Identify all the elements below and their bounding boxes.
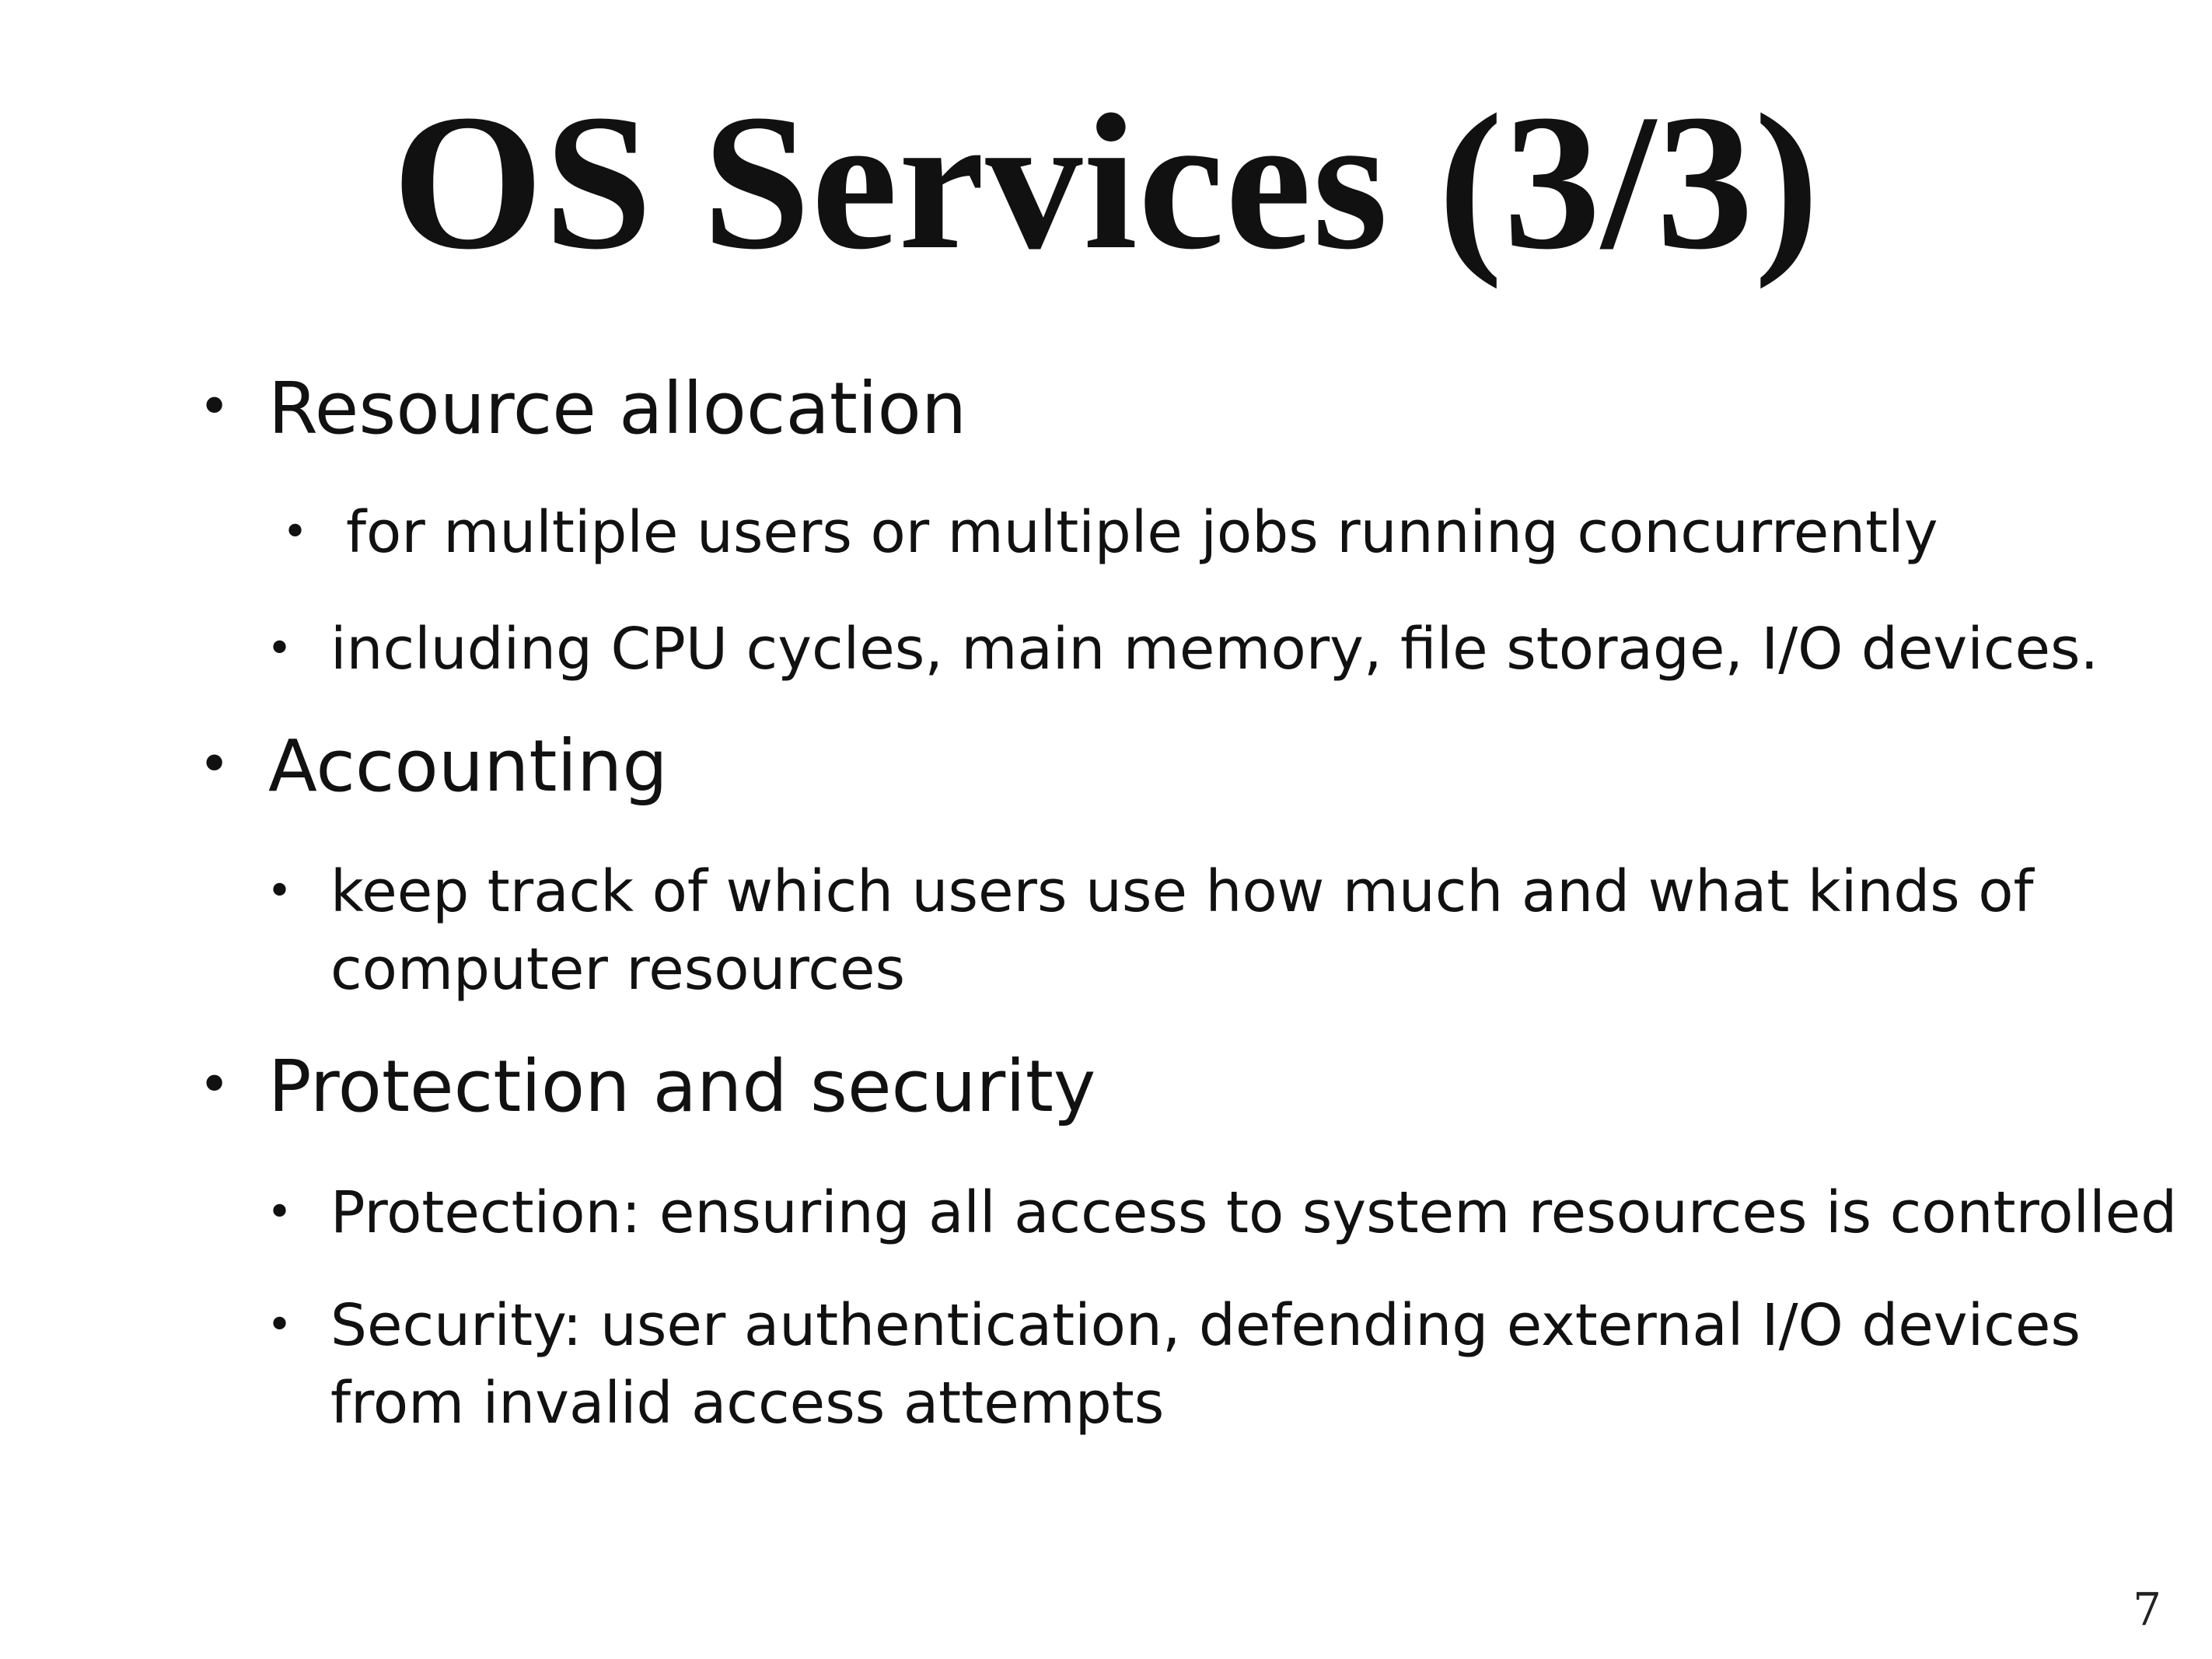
sub-bullet [267,610,2099,688]
bullet-heading: Accounting [268,725,668,808]
bullet-icon: • [198,375,231,438]
bullet-icon: • [198,1053,231,1116]
bullet-icon: • [267,866,293,917]
sub-bullet-text-continued: from invalid access attempts [330,1370,1165,1437]
sub-bullet-text-continued: computer resources [330,936,906,1003]
sub-bullet-text: keep track of which users use how much and what kinds of [330,858,2034,925]
sub-bullet [267,1174,2178,1252]
bullet-icon: • [267,623,293,674]
slide-title: OS Services (3/3) [392,75,1820,290]
sub-bullet-text: Security: user authentication, defending external I/O devices [330,1292,2081,1359]
sub-bullet [267,1287,2081,1442]
sub-bullet-text: Protection: ensuring all access to system resources is controlled [330,1179,2178,1246]
bullet-heading: Resource allocation [268,367,967,450]
sub-bullet-text: for multiple users or multiple jobs running concurrently [346,499,1938,566]
sub-bullet [267,853,2034,1008]
bullet-icon: • [267,1300,293,1350]
bullet-heading: Protection and security [268,1045,1096,1128]
bullet-icon: • [198,732,231,796]
bullet-resource-allocation [198,367,967,450]
bullet-accounting [198,725,668,808]
sub-bullet-text: including CPU cycles, main memory, file storage, I/O devices. [330,616,2099,683]
bullet-protection-security [198,1045,1096,1128]
page-number: 7 [2133,1583,2161,1636]
sub-bullet [282,494,1938,571]
bullet-icon: • [282,507,309,557]
bullet-icon: • [267,1187,293,1238]
